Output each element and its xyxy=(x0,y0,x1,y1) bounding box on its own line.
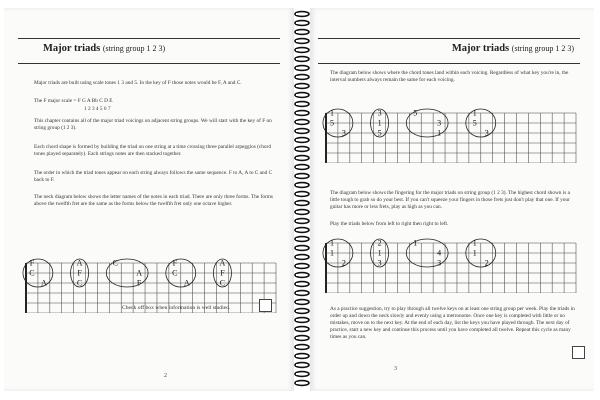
spiral-hole xyxy=(296,13,299,15)
fretboard-note-label: F xyxy=(136,278,142,288)
spiral-hole xyxy=(296,301,299,303)
spiral-hole xyxy=(296,175,299,177)
fretboard-note-label: 5 xyxy=(329,118,334,128)
spiral-hole xyxy=(296,373,299,375)
spiral-hole xyxy=(296,193,299,195)
spiral-hole xyxy=(296,112,299,114)
spiral-binding xyxy=(294,8,310,391)
spiral-hole xyxy=(296,76,299,78)
spiral-hole xyxy=(296,355,299,357)
fretboard-note-label: 2 xyxy=(484,258,489,268)
spiral-hole xyxy=(296,247,299,249)
neck-diagram-paragraph: The neck diagram below shows the letter names of the notes in each triad. There are only three forms. The forms above the twelfth fret are the same as the forms below the twelfth fret only one octave higher. xyxy=(34,194,273,207)
spiral-hole xyxy=(296,256,299,258)
spiral-hole xyxy=(296,238,299,240)
practice-suggestion-paragraph: As a practice suggestion, try to play through all twelve keys on at least one string group per week. Play the triads in order up and down the neck slowly and evenly using a metronome. Once one key is completed with little or no mistakes, move on to the next key. At the end of each day, list the keys you have played through. The next day of practice, start a new key and continue this process until you have completed all twelve. Repeat this cycle as many times as you can. xyxy=(330,306,575,340)
spiral-hole xyxy=(296,364,299,366)
spiral-hole xyxy=(296,49,299,51)
fretboard-note-label: 4 xyxy=(437,248,442,258)
spiral-hole xyxy=(296,265,299,267)
spiral-hole xyxy=(296,382,299,384)
play-direction-text: Play the triads below from left to right then right to left. xyxy=(330,221,449,227)
fretboard-note-label: 5 xyxy=(413,108,418,118)
scale-line: The F major scale = F G A Bb C D E xyxy=(34,98,113,104)
spiral-hole xyxy=(296,202,299,204)
fretboard-note-label: A xyxy=(183,278,190,288)
chord-shape-paragraph: Each chord shape is formed by building the triad on one string at a time crossing three parallel arpeggios (chord tones played separately). Each strings notes are then stacked together. xyxy=(34,144,271,157)
fretboard-note-label: 3 xyxy=(377,258,382,268)
spiral-hole xyxy=(296,31,299,33)
study-checkoff-text: Check off box when information is well studied. xyxy=(122,305,231,311)
spiral-hole xyxy=(296,310,299,312)
fretboard-note-label: 1 xyxy=(329,248,334,258)
spiral-hole xyxy=(296,346,299,348)
title-subtitle: (string group 1 2 3) xyxy=(511,44,574,53)
fretboard-note-label: 1 xyxy=(329,238,334,248)
spiral-hole xyxy=(296,283,299,285)
triad-order-paragraph: The order in which the triad tones appear on each string always follows the same sequence. F to A, A to C and C back to F. xyxy=(34,170,273,183)
fretboard-note-label: 1 xyxy=(329,108,334,118)
spiral-hole xyxy=(296,85,299,87)
title-subtitle: (string group 1 2 3) xyxy=(102,44,166,53)
fretboard-note-label: F xyxy=(77,268,82,278)
note-names-fretboard-svg xyxy=(18,253,280,313)
spiral-hole xyxy=(296,148,299,150)
title-main: Major triads xyxy=(43,43,101,54)
page-number: 2 xyxy=(164,373,167,379)
spiral-hole xyxy=(296,337,299,339)
interval-fretboard xyxy=(318,103,580,168)
fretboard-note-label: F xyxy=(29,258,35,268)
fretboard-note-label: 5 xyxy=(472,118,477,128)
study-checkbox[interactable] xyxy=(572,346,585,359)
fretboard-note-label: C xyxy=(76,278,83,288)
spiral-hole xyxy=(296,67,299,69)
spiral-hole xyxy=(296,184,299,186)
fretboard-note-label: 1 xyxy=(472,238,477,248)
right-page xyxy=(310,8,594,391)
fretboard-note-label: 1 xyxy=(377,248,382,258)
fretboard-note-label: A xyxy=(76,258,83,268)
page-title-bar xyxy=(18,38,280,64)
interval-fretboard-svg xyxy=(318,103,580,163)
spiral-hole xyxy=(296,58,299,60)
fretboard-note-label: 3 xyxy=(484,128,489,138)
fretboard-note-label: 3 xyxy=(437,118,442,128)
fingering-fretboard-svg xyxy=(318,233,580,293)
spiral-hole xyxy=(296,211,299,213)
spiral-hole xyxy=(296,328,299,330)
chapter-paragraph: This chapter contains all of the major triad voicings on adjacent string groups. We will start with the key of F on string group (1 2 3). xyxy=(34,118,272,131)
fingering-fretboard xyxy=(318,233,580,298)
fretboard-note-label: 3 xyxy=(341,128,346,138)
spiral-hole xyxy=(296,220,299,222)
spiral-hole xyxy=(296,40,299,42)
page-title-bar xyxy=(318,38,580,64)
spiral-hole xyxy=(296,274,299,276)
fretboard-note-label: 1 xyxy=(437,128,442,138)
fretboard-note-label: F xyxy=(172,258,178,268)
page-title xyxy=(43,43,165,54)
spiral-hole xyxy=(296,157,299,159)
fretboard-note-label: 1 xyxy=(413,238,418,248)
spiral-hole xyxy=(296,103,299,105)
fretboard-note-label: C xyxy=(29,268,35,278)
page-number: 3 xyxy=(394,366,397,372)
fretboard-note-label: 2 xyxy=(341,258,346,268)
fretboard-note-label: C xyxy=(112,258,118,268)
spiral-hole xyxy=(296,292,299,294)
fretboard-note-label: F xyxy=(220,268,225,278)
fretboard-note-label: C xyxy=(219,278,226,288)
spiral-hole xyxy=(296,121,299,123)
spiral-hole xyxy=(296,139,299,141)
fretboard-note-label: 2 xyxy=(377,238,382,248)
scale-degrees-line: 1 2 3 4 5 6 7 xyxy=(84,106,111,112)
study-checkbox[interactable] xyxy=(259,299,272,312)
fretboard-note-label: 3 xyxy=(377,108,382,118)
title-main: Major triads xyxy=(451,43,510,54)
spiral-hole xyxy=(296,319,299,321)
fretboard-note-label: 3 xyxy=(437,258,442,268)
fretboard-note-label: 1 xyxy=(472,108,477,118)
spiral-hole xyxy=(296,229,299,231)
spiral-hole xyxy=(296,94,299,96)
fretboard-note-label: A xyxy=(40,278,47,288)
page-title xyxy=(452,43,574,54)
spiral-hole xyxy=(296,130,299,132)
left-page xyxy=(4,8,294,391)
chord-tones-paragraph: The diagram below shows where the chord tones land within each voicing. Regardless of what key you're in, the interval numbers always remain the same for each voicing. xyxy=(330,70,569,83)
fretboard-note-label: C xyxy=(172,268,178,278)
spiral-hole xyxy=(296,166,299,168)
fretboard-note-label: 1 xyxy=(472,248,477,258)
intro-paragraph: Major triads are built using scale tones 1 3 and 5. In the key of F those notes would be F, A and C. xyxy=(34,80,242,86)
spiral-hole xyxy=(296,22,299,24)
fretboard-note-label: A xyxy=(219,258,226,268)
fretboard-note-label: 1 xyxy=(377,118,382,128)
fretboard-note-label: A xyxy=(136,268,142,278)
fingering-paragraph: The diagram below shows the fingering for the major triads on string group (1 2 3). The highest chord shown is a little tough to grab so do your best. If you can't squeeze your fingers in those frets just don't play that one. If your guitar has more or less frets, play as high as you can. xyxy=(330,190,570,210)
fretboard-note-label: 5 xyxy=(377,128,382,138)
